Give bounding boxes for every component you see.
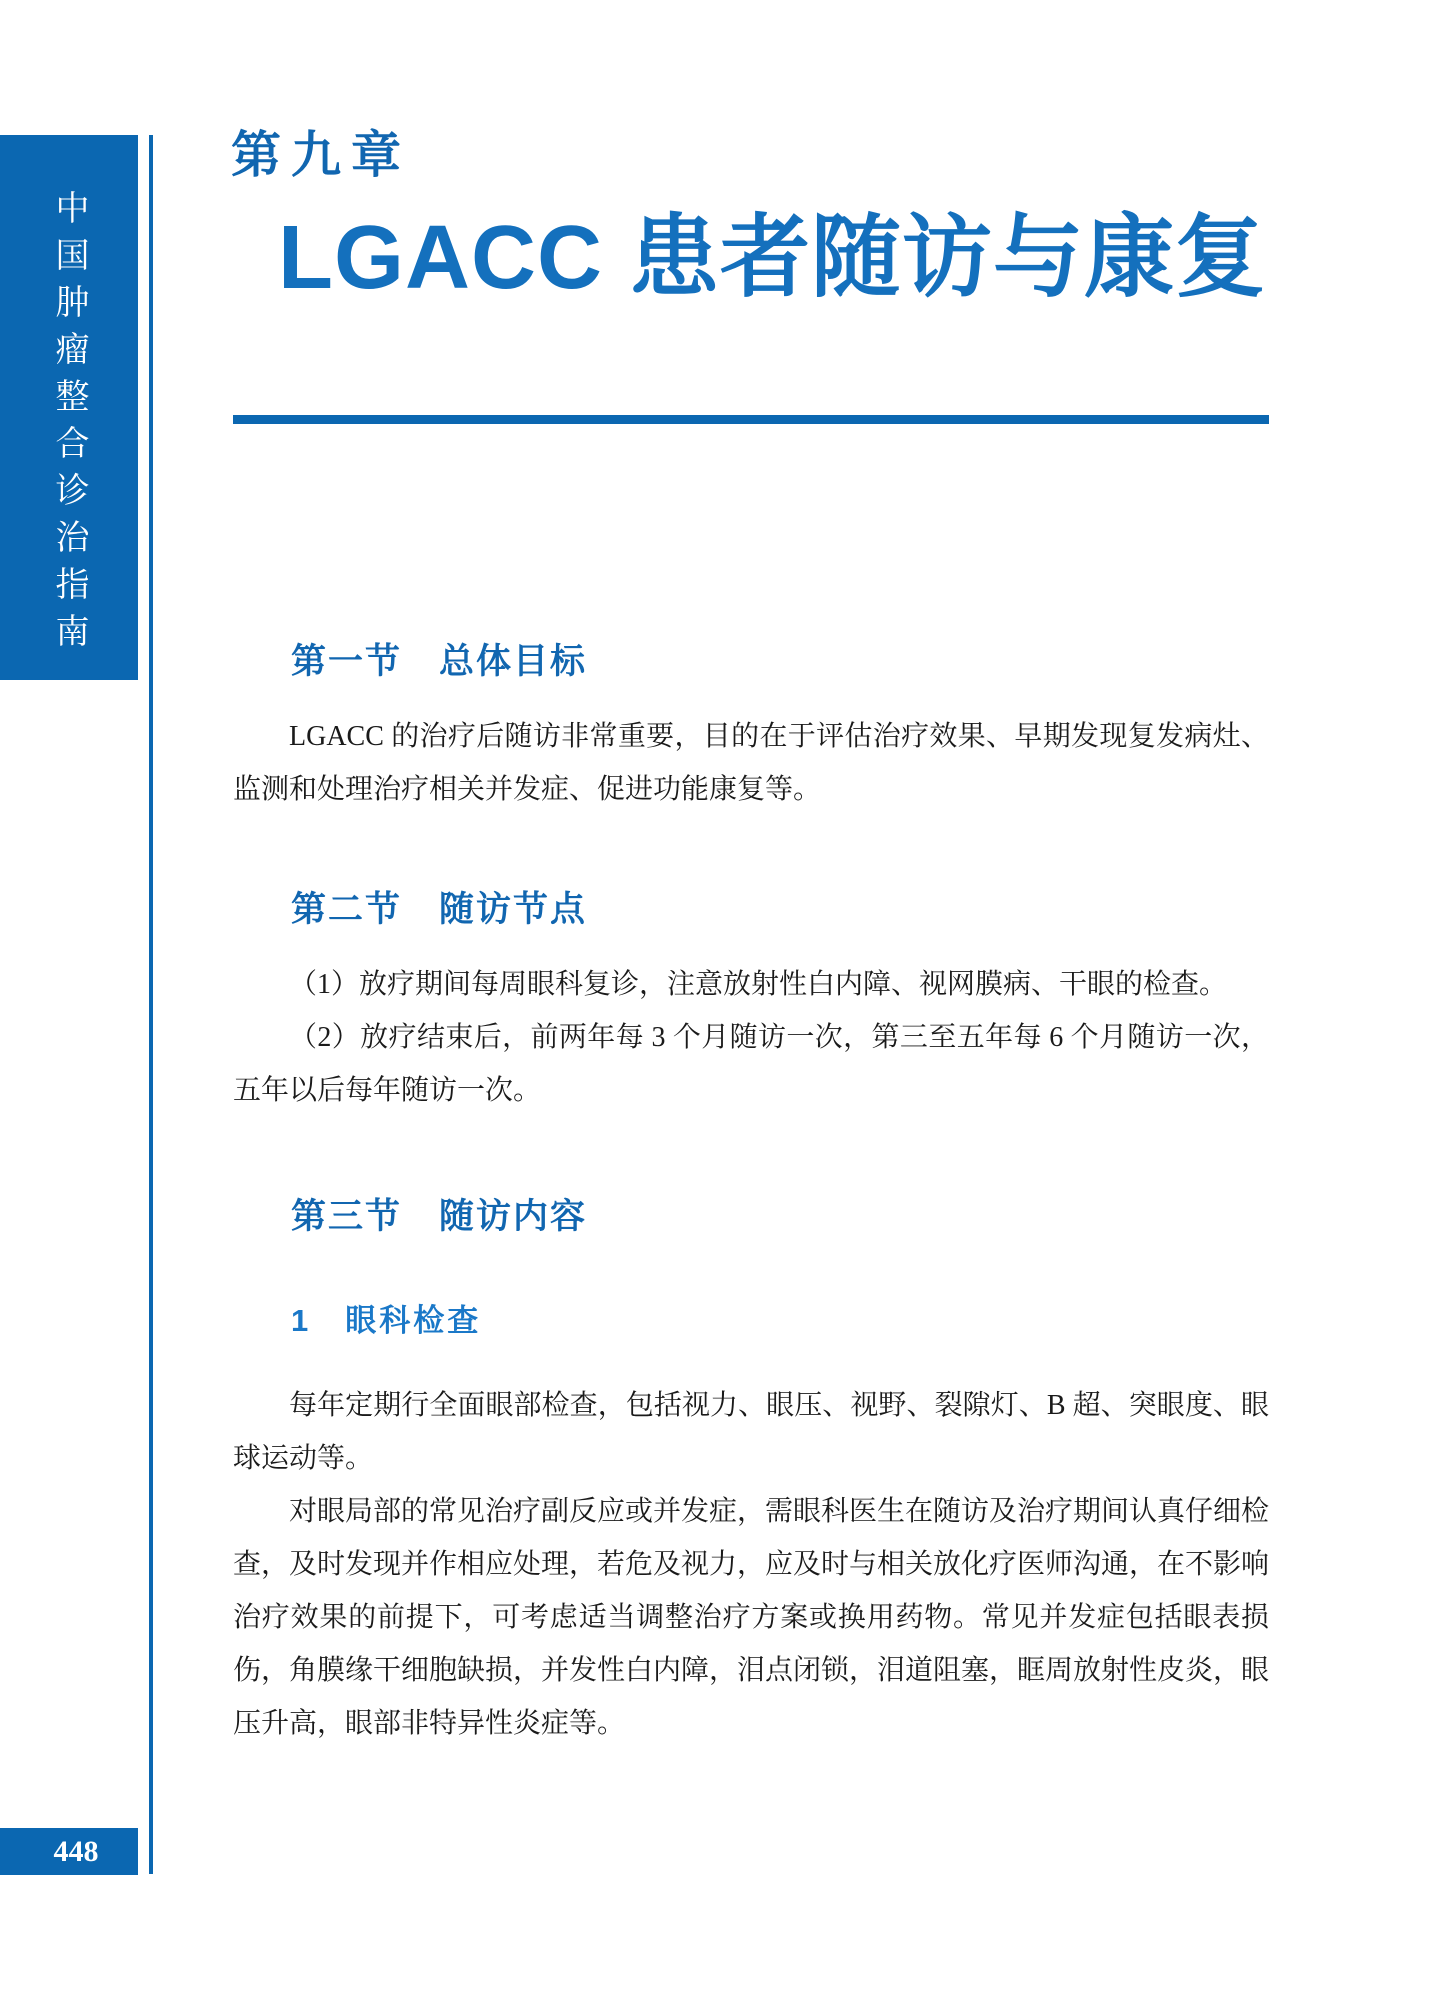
chapter-label: 第九章	[231, 127, 411, 183]
section-2-item-2: （2）放疗结束后，前两年每 3 个月随访一次，第三至五年每 6 个月随访一次，五年以后每年随访一次。	[233, 1022, 1269, 1106]
content-column	[233, 640, 1269, 1750]
sidebar-book-tab	[0, 135, 138, 680]
section-3-heading: 第三节 随访内容	[291, 1197, 588, 1236]
page-number-badge	[0, 1828, 138, 1875]
book-title-vertical: 中国肿瘤整合诊治指南	[50, 190, 88, 660]
vertical-divider-rule	[149, 135, 153, 1874]
subsection-1-heading: 1 眼科检查	[291, 1303, 482, 1338]
section-1-paragraph: LGACC 的治疗后随访非常重要，目的在于评估治疗效果、早期发现复发病灶、监测和处理治疗相关并发症、促进功能康复等。	[233, 721, 1269, 805]
title-underline-rule	[233, 415, 1269, 424]
page-number: 448	[53, 1834, 99, 1868]
section-2-heading: 第二节 随访节点	[291, 890, 588, 929]
subsection-1-paragraph-2: 对眼局部的常见治疗副反应或并发症，需眼科医生在随访及治疗期间认真仔细检查，及时发现并作相应处理，若危及视力，应及时与相关放化疗医师沟通，在不影响治疗效果的前提下，可考虑适当调整治疗方案或换用药物。常见并发症包括眼表损伤，角膜缘干细胞缺损，并发性白内障，泪点闭锁，泪道阻塞，眶周放射性皮炎，眼压升高，眼部非特异性炎症等。	[233, 1496, 1270, 1739]
chapter-title: LGACC 患者随访与康复	[278, 208, 1266, 308]
subsection-1-paragraph-1: 每年定期行全面眼部检查，包括视力、眼压、视野、裂隙灯、B 超、突眼度、眼球运动等。	[233, 1390, 1269, 1474]
section-2-item-1: （1）放疗期间每周眼科复诊，注意放射性白内障、视网膜病、干眼的检查。	[289, 969, 1228, 1000]
section-1-heading: 第一节 总体目标	[291, 642, 588, 681]
